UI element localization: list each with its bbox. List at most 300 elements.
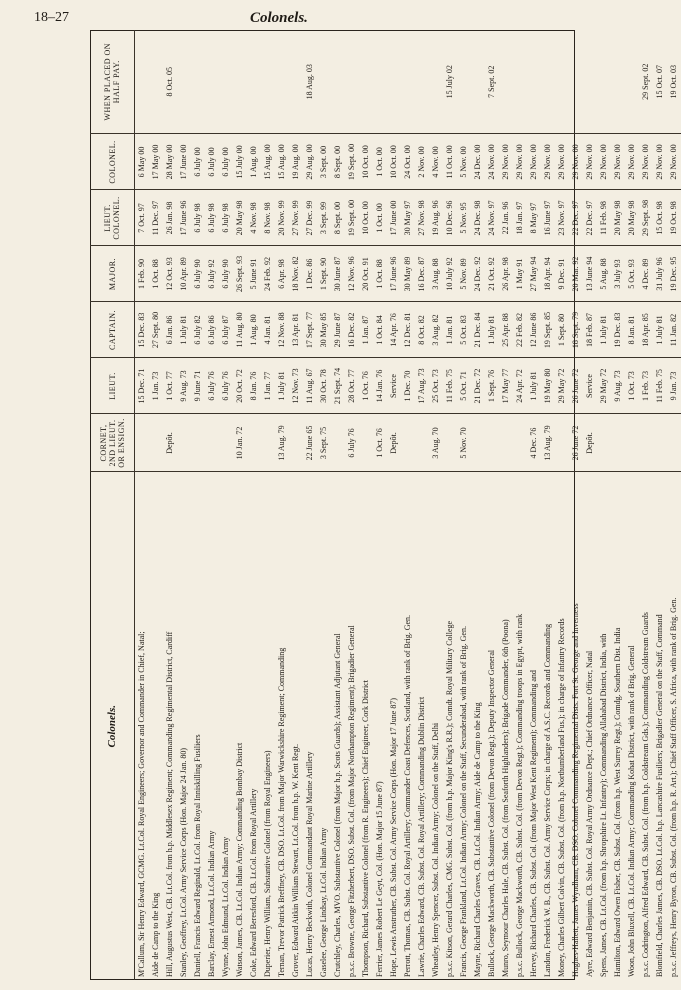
cell-lieut: 1 Feb. 73 bbox=[639, 358, 653, 414]
cell-colonel: 6 July 00 bbox=[219, 134, 233, 190]
cell-captain: 12 June 86 bbox=[527, 302, 541, 358]
cell-lt-colonel: 19 Oct. 98 bbox=[667, 190, 681, 246]
cell-colonel: 24 Nov. 00 bbox=[485, 134, 499, 190]
cell-lt-colonel: 8 Sept. 00 bbox=[331, 190, 345, 246]
cell-name: Money, Charles Gilbert Colvin, CB. Subst. Col. (from h.p. Northumberland Fus.); in charge of Infantry Records bbox=[555, 472, 569, 980]
cell-lt-colonel: 20 May 98 bbox=[625, 190, 639, 246]
cell-major: 19 Dec. 95 bbox=[667, 246, 681, 302]
table-row bbox=[527, 30, 541, 980]
table-row bbox=[247, 30, 261, 980]
cell-lieut: 6 July 76 bbox=[219, 358, 233, 414]
table-row bbox=[177, 30, 191, 980]
cell-colonel: 29 Nov. 00 bbox=[527, 134, 541, 190]
cell-colonel: 19 Aug. 00 bbox=[289, 134, 303, 190]
cell-half-pay bbox=[513, 30, 527, 134]
cell-cornet: Depôt. bbox=[387, 414, 401, 472]
cell-lt-colonel: 3 Sept. 99 bbox=[317, 190, 331, 246]
cell-half-pay: 19 Oct. 03 bbox=[669, 64, 678, 99]
cell-lieut: 1 Jan. 73 bbox=[149, 358, 163, 414]
cell-lt-colonel: 11 Dec. 97 bbox=[149, 190, 163, 246]
cell-captain: 13 Apr. 81 bbox=[289, 302, 303, 358]
cell-name: Woon, John Bluxell, CB. Lt.Col. Indian Army; Commanding Kohat District, with rank of Brig. General bbox=[625, 472, 639, 980]
cell-lt-colonel: 19 Aug. 96 bbox=[429, 190, 443, 246]
cell-half-pay bbox=[331, 30, 345, 134]
cell-name: Stanley, Geoffrey, Lt.Col. Army Service Corps (Hon. Major 24 Jan. 80) bbox=[177, 472, 191, 980]
cell-captain: 30 May 85 bbox=[317, 302, 331, 358]
cell-cornet: 13 Aug. 79 bbox=[541, 414, 555, 472]
table-row bbox=[667, 30, 681, 980]
cell-lt-colonel: 30 May 97 bbox=[401, 190, 415, 246]
cell-colonel: 17 June 00 bbox=[177, 134, 191, 190]
cell-cornet: 10 Jan. 72 bbox=[233, 414, 247, 472]
cell-captain: 19 Dec. 83 bbox=[611, 302, 625, 358]
cell-cornet bbox=[443, 414, 457, 472]
cell-cornet bbox=[611, 414, 625, 472]
cell-half-pay bbox=[359, 30, 373, 134]
cell-half-pay bbox=[191, 30, 205, 134]
cell-major: 12 Oct. 93 bbox=[163, 246, 177, 302]
column-header-cornet: CORNET, 2ND LIEUT. OR ENSIGN. bbox=[90, 414, 135, 472]
cell-lt-colonel: 22 Dec. 97 bbox=[583, 190, 597, 246]
cell-lieut: Service bbox=[387, 358, 401, 414]
table-row bbox=[401, 30, 415, 980]
cell-captain: 21 Dec. 84 bbox=[471, 302, 485, 358]
cell-colonel: 1 Aug. 00 bbox=[247, 134, 261, 190]
cell-half-pay bbox=[247, 30, 261, 134]
cell-name: Spens, James, CB. Lt.Col. (from h.p. Shropshire Lt. Infantry); Commanding Allahabad District, India, with bbox=[597, 472, 611, 980]
cell-cornet bbox=[485, 414, 499, 472]
cell-colonel: 17 May 00 bbox=[149, 134, 163, 190]
cell-cornet bbox=[205, 414, 219, 472]
table-row bbox=[163, 30, 177, 980]
cell-cornet bbox=[135, 414, 150, 472]
table-row bbox=[317, 30, 331, 980]
cell-lt-colonel: 19 Sept. 00 bbox=[345, 190, 359, 246]
cell-major: 6 Apr. 98 bbox=[275, 246, 289, 302]
table-row bbox=[499, 30, 513, 980]
cell-lt-colonel: 27 Dec. 99 bbox=[303, 190, 317, 246]
cell-lt-colonel: 24 Nov. 97 bbox=[485, 190, 499, 246]
cell-name: Duperier, Henry William, Substantive Colonel (from Royal Engineers) bbox=[261, 472, 275, 980]
cell-half-pay bbox=[233, 30, 247, 134]
cell-colonel: 29 Nov. 00 bbox=[583, 134, 597, 190]
cell-lt-colonel: 18 Jan. 97 bbox=[513, 190, 527, 246]
cell-name: p.s.c. Browne, George Fitzherbert, DSO. Subst. Col. (from Major Northampton Regiment); Brigadier General bbox=[345, 472, 359, 980]
table-row bbox=[331, 30, 345, 980]
cell-cornet bbox=[555, 414, 569, 472]
cell-lieut: 1 Dec. 70 bbox=[401, 358, 415, 414]
cell-name: M'Callum, Sir Henry Edward, GCMG. Lt.Col. Royal Engineers; Governor and Commander in Chief, Natal; bbox=[135, 472, 150, 980]
cell-lieut: 6 July 76 bbox=[205, 358, 219, 414]
cell-lieut: 9 Aug. 73 bbox=[177, 358, 191, 414]
cell-lieut: 1 Oct. 77 bbox=[163, 358, 177, 414]
cell-colonel: 29 Aug. 00 bbox=[303, 134, 317, 190]
cell-name: Hughes-Hallett, James Wyndham, CB. DSO. Colonel Commanding Regimental Dists. Fort St. George and Inverness bbox=[569, 472, 583, 980]
cell-colonel: 29 Nov. 00 bbox=[541, 134, 555, 190]
column-header-lieut: LIEUT. bbox=[90, 358, 135, 414]
cell-name: Bullock, George Mackworth, CB. Substantive Colonel (from Devon Regt.); Deputy Inspector General bbox=[485, 472, 499, 980]
cell-lieut: 29 May 72 bbox=[555, 358, 569, 414]
cell-captain: 15 Dec. 83 bbox=[135, 302, 150, 358]
cell-major: 27 May 94 bbox=[527, 246, 541, 302]
cell-half-pay bbox=[317, 30, 331, 134]
cell-half-pay bbox=[219, 30, 233, 134]
cell-lt-colonel: 10 Dec. 96 bbox=[443, 190, 457, 246]
cell-major: 26 Apr. 98 bbox=[499, 246, 513, 302]
cell-cornet bbox=[639, 414, 653, 472]
cell-major: 18 Nov. 82 bbox=[289, 246, 303, 302]
cell-major: 6 July 90 bbox=[219, 246, 233, 302]
cell-captain: 6 Jan. 86 bbox=[163, 302, 177, 358]
cell-colonel: 29 Nov. 00 bbox=[513, 134, 527, 190]
cell-cornet bbox=[177, 414, 191, 472]
cell-name: Ayre, Edward Benjamin, CB. Subst. Col. Royal Army Ordnance Dept.; Chief Ordnance Officer, Natal bbox=[583, 472, 597, 980]
cell-half-pay bbox=[597, 30, 611, 134]
cell-half-pay bbox=[135, 30, 150, 134]
cell-cornet bbox=[401, 414, 415, 472]
cell-name: Aide de Camp to the King bbox=[149, 472, 163, 980]
table-row bbox=[261, 30, 275, 980]
cell-major: 5 June 91 bbox=[247, 246, 261, 302]
cell-major: 3 Aug. 88 bbox=[429, 246, 443, 302]
cell-half-pay bbox=[289, 30, 303, 134]
column-header-name: Colonels. bbox=[90, 472, 135, 980]
cell-lieut: 26 June 72 bbox=[569, 358, 583, 414]
cell-lieut: 24 Apr. 72 bbox=[513, 358, 527, 414]
cell-cornet: 26 June 72 bbox=[569, 414, 583, 472]
table-body bbox=[135, 30, 681, 980]
cell-half-pay bbox=[387, 30, 401, 134]
cell-colonel: 11 Oct. 00 bbox=[443, 134, 457, 190]
cell-lieut: 1 Oct. 76 bbox=[359, 358, 373, 414]
cell-colonel: 29 Nov. 00 bbox=[499, 134, 513, 190]
cell-major: 1 Dec. 86 bbox=[303, 246, 317, 302]
cell-half-pay: 18 Aug. 03 bbox=[305, 64, 314, 100]
cell-cornet bbox=[247, 414, 261, 472]
cell-cornet: 4 Dec. 76 bbox=[527, 414, 541, 472]
cell-name: p.s.c. Jeffreys, Henry Byron, CB. Subst. Col. (from h.p. R. Art.); Chief Staff Officer, S. Africa, with rank of Brig. Gen. bbox=[667, 472, 681, 980]
cell-half-pay bbox=[261, 30, 275, 134]
cell-lieut: 9 June 71 bbox=[191, 358, 205, 414]
cell-lieut: 17 May 77 bbox=[499, 358, 513, 414]
cell-major: 6 July 90 bbox=[191, 246, 205, 302]
cell-cornet bbox=[415, 414, 429, 472]
cell-major: 5 Nov. 89 bbox=[457, 246, 471, 302]
cell-name: Daniell, Francis Edward Reginald, Lt.Col. from Royal Inniskilling Fusiliers bbox=[191, 472, 205, 980]
cell-lt-colonel: 17 June 00 bbox=[387, 190, 401, 246]
rotated-table-container bbox=[90, 30, 678, 980]
cell-name: Hervey, Richard Charles, CB. Subst. Col. (from Major West Kent Regiment); Commanding and bbox=[527, 472, 541, 980]
cell-half-pay: 29 Sept. 02 bbox=[641, 63, 650, 100]
cell-colonel: 6 July 00 bbox=[205, 134, 219, 190]
cell-lieut: 5 Oct. 71 bbox=[457, 358, 471, 414]
cell-major: 12 Nov. 96 bbox=[345, 246, 359, 302]
cell-name: Grover, Edward Aitkin William Stewart, Lt.Col. from h.p. W. Kent Regt. bbox=[289, 472, 303, 980]
cell-lt-colonel: 17 June 96 bbox=[177, 190, 191, 246]
cell-lieut: 8 Jan. 76 bbox=[247, 358, 261, 414]
cell-captain: 14 Apr. 76 bbox=[387, 302, 401, 358]
cell-colonel: 29 Nov. 00 bbox=[639, 134, 653, 190]
cell-cornet: 3 Aug. 70 bbox=[429, 414, 443, 472]
cell-name: Hamilton, Edward Owen Fisher, CB. Subst. Col. (from h.p. West Surrey Regt.); Comdg. Southern Dist. India bbox=[611, 472, 625, 980]
cell-cornet: 22 June 65 bbox=[303, 414, 317, 472]
cell-lieut: 1 Oct. 73 bbox=[625, 358, 639, 414]
cell-major: 3 July 93 bbox=[611, 246, 625, 302]
cell-captain: 18 Feb. 87 bbox=[583, 302, 597, 358]
cell-colonel: 29 Nov. 00 bbox=[625, 134, 639, 190]
cell-cornet bbox=[331, 414, 345, 472]
cell-colonel: 28 May 00 bbox=[163, 134, 177, 190]
table-row bbox=[345, 30, 359, 980]
table-row bbox=[457, 30, 471, 980]
cell-captain: 8 Oct. 82 bbox=[415, 302, 429, 358]
cell-lt-colonel: 20 May 98 bbox=[611, 190, 625, 246]
cell-colonel: 29 Nov. 00 bbox=[597, 134, 611, 190]
cell-colonel: 29 Nov. 00 bbox=[555, 134, 569, 190]
cell-major: 6 July 92 bbox=[205, 246, 219, 302]
cell-half-pay bbox=[457, 30, 471, 134]
cell-half-pay: 15 July 02 bbox=[445, 65, 454, 99]
cell-major: 5 Aug. 88 bbox=[597, 246, 611, 302]
cell-half-pay bbox=[429, 30, 443, 134]
cell-cornet bbox=[471, 414, 485, 472]
cell-cornet: Depôt. bbox=[163, 414, 177, 472]
table-row bbox=[303, 30, 317, 980]
cell-name: Thompson, Richard, Substantive Colonel (from R. Engineers); Chief Engineer, Cork District bbox=[359, 472, 373, 980]
cell-major: 10 July 92 bbox=[443, 246, 457, 302]
table-row bbox=[443, 30, 457, 980]
cell-cornet bbox=[191, 414, 205, 472]
cell-half-pay bbox=[527, 30, 541, 134]
cell-lt-colonel: 22 Dec. 97 bbox=[569, 190, 583, 246]
cell-lieut: 12 Nov. 73 bbox=[289, 358, 303, 414]
cell-captain: 17 Sept. 77 bbox=[303, 302, 317, 358]
table-row bbox=[541, 30, 555, 980]
table-row bbox=[429, 30, 443, 980]
cell-colonel: 10 Oct. 00 bbox=[387, 134, 401, 190]
table-row bbox=[359, 30, 373, 980]
cell-half-pay bbox=[555, 30, 569, 134]
cell-colonel: 6 July 00 bbox=[191, 134, 205, 190]
table-row bbox=[415, 30, 429, 980]
cell-cornet bbox=[261, 414, 275, 472]
cell-half-pay bbox=[611, 30, 625, 134]
cell-lt-colonel: 5 Nov. 95 bbox=[457, 190, 471, 246]
cell-colonel: 6 May 00 bbox=[135, 134, 150, 190]
cell-lt-colonel: 6 July 98 bbox=[219, 190, 233, 246]
cell-cornet: 3 Sept. 75 bbox=[317, 414, 331, 472]
cell-major: 30 June 87 bbox=[331, 246, 345, 302]
table-header-row bbox=[90, 30, 135, 980]
cell-major: 1 Oct. 88 bbox=[149, 246, 163, 302]
cell-colonel: 19 Sept. 00 bbox=[345, 134, 359, 190]
cell-name: Ternan, Trevor Patrick Breffney, CB. DSO. Lt.Col. from Major Warwickshire Regiment; Commanding bbox=[275, 472, 289, 980]
cell-half-pay bbox=[499, 30, 513, 134]
cell-name: Landon, Frederick W. B., CB. Subst. Col. Army Service Corps; in charge of A.S.C. Records and Commanding bbox=[541, 472, 555, 980]
cell-captain: 6 July 82 bbox=[191, 302, 205, 358]
table-row bbox=[191, 30, 205, 980]
cell-name: Perrott, Thomas, CB. Subst. Col. Royal Artillery; Commander Coast Defences, Scotland, with rank of Brig. Gen. bbox=[401, 472, 415, 980]
cell-cornet bbox=[625, 414, 639, 472]
table-row bbox=[597, 30, 611, 980]
cell-colonel: 24 Dec. 00 bbox=[471, 134, 485, 190]
cell-major: 24 Dec. 92 bbox=[471, 246, 485, 302]
page-number: 18–27 bbox=[34, 10, 69, 25]
cell-cornet bbox=[667, 414, 681, 472]
cell-cornet bbox=[513, 414, 527, 472]
cell-colonel: 29 Nov. 00 bbox=[611, 134, 625, 190]
cell-major: 16 Dec. 87 bbox=[415, 246, 429, 302]
cell-lieut: 1 Sept. 76 bbox=[485, 358, 499, 414]
cell-lieut: 20 Oct. 72 bbox=[233, 358, 247, 414]
cell-captain: 1 July 81 bbox=[485, 302, 499, 358]
cell-lieut: 30 Oct. 78 bbox=[317, 358, 331, 414]
cell-cornet bbox=[653, 414, 667, 472]
cell-major: 17 June 96 bbox=[387, 246, 401, 302]
cell-colonel: 15 Aug. 00 bbox=[275, 134, 289, 190]
cell-half-pay bbox=[541, 30, 555, 134]
cell-name: Ferrier, James Robert Le Geyt, Col. (Hon. Major 15 June 87) bbox=[373, 472, 387, 980]
cell-major: 24 Feb. 92 bbox=[261, 246, 275, 302]
cell-major: 5 Oct. 93 bbox=[625, 246, 639, 302]
cell-half-pay bbox=[275, 30, 289, 134]
table-row bbox=[387, 30, 401, 980]
cell-captain: 6 July 87 bbox=[219, 302, 233, 358]
cell-major: 13 June 94 bbox=[583, 246, 597, 302]
table-row bbox=[275, 30, 289, 980]
cell-colonel: 29 Nov. 00 bbox=[667, 134, 681, 190]
cell-half-pay bbox=[625, 30, 639, 134]
table-row bbox=[471, 30, 485, 980]
cell-captain: 18 Apr. 85 bbox=[639, 302, 653, 358]
cell-name: Mayne, Richard Charles Graves, CB. Lt.Col. Indian Army; Aide de Camp to the King bbox=[471, 472, 485, 980]
cell-half-pay: 7 Sept. 02 bbox=[487, 65, 496, 98]
cell-lt-colonel: 27 Nov. 98 bbox=[415, 190, 429, 246]
cell-colonel: 4 Nov. 00 bbox=[429, 134, 443, 190]
cell-lieut: 1 Jan. 77 bbox=[261, 358, 275, 414]
cell-lieut: 21 Dec. 72 bbox=[471, 358, 485, 414]
cell-lt-colonel: 8 May 97 bbox=[527, 190, 541, 246]
cell-half-pay bbox=[415, 30, 429, 134]
column-header-lt-colonel: LIEUT. COLONEL. bbox=[90, 190, 135, 246]
cell-lieut: 11 Feb. 75 bbox=[443, 358, 457, 414]
table-row bbox=[233, 30, 247, 980]
cell-colonel: 29 Nov. 00 bbox=[569, 134, 583, 190]
cell-lt-colonel: 7 Oct. 97 bbox=[135, 190, 150, 246]
cell-lieut: 29 May 72 bbox=[597, 358, 611, 414]
cell-lieut: 19 May 80 bbox=[541, 358, 555, 414]
cell-half-pay bbox=[205, 30, 219, 134]
cell-lt-colonel: 29 Sept. 98 bbox=[639, 190, 653, 246]
cell-cornet bbox=[149, 414, 163, 472]
cell-lt-colonel: 10 Oct. 00 bbox=[359, 190, 373, 246]
cell-lt-colonel: 27 Nov. 99 bbox=[289, 190, 303, 246]
cell-captain: 22 Feb. 82 bbox=[513, 302, 527, 358]
cell-colonel: 8 Sept. 00 bbox=[331, 134, 345, 190]
cell-name: Wynne, John Edmund, Lt.Col. Indian Army bbox=[219, 472, 233, 980]
cell-colonel: 2 Nov. 00 bbox=[415, 134, 429, 190]
cell-lt-colonel: 23 Nov. 97 bbox=[555, 190, 569, 246]
colonels-table bbox=[90, 30, 681, 980]
cell-name: Gaselee, George Lindsay, Lt.Col. Indian Army bbox=[317, 472, 331, 980]
cell-captain: 1 July 81 bbox=[597, 302, 611, 358]
cell-captain: 3 Aug. 82 bbox=[429, 302, 443, 358]
cell-cornet: 6 July 76 bbox=[345, 414, 359, 472]
cell-captain: 11 Aug. 80 bbox=[233, 302, 247, 358]
cell-lieut: 14 Jan. 76 bbox=[373, 358, 387, 414]
cell-lieut: 9 Aug. 73 bbox=[611, 358, 625, 414]
cell-half-pay bbox=[471, 30, 485, 134]
cell-cornet: 13 Aug. 79 bbox=[275, 414, 289, 472]
cell-cornet bbox=[359, 414, 373, 472]
cell-lieut: 11 Aug. 67 bbox=[303, 358, 317, 414]
cell-cornet bbox=[597, 414, 611, 472]
cell-lieut: 21 Sept. 74 bbox=[331, 358, 345, 414]
cell-captain: 1 July 81 bbox=[177, 302, 191, 358]
cell-cornet bbox=[219, 414, 233, 472]
cell-major: 21 Oct. 92 bbox=[485, 246, 499, 302]
cell-half-pay bbox=[149, 30, 163, 134]
cell-captain: 4 Jan. 81 bbox=[261, 302, 275, 358]
cell-name: Crutchley, Charles, MVO. Substantive Colonel (from Major h.p. Scots Guards); Assistant Adjutant General bbox=[331, 472, 345, 980]
cell-lt-colonel: 24 Dec. 98 bbox=[471, 190, 485, 246]
cell-captain: 1 Aug. 80 bbox=[247, 302, 261, 358]
column-header-major: MAJOR. bbox=[90, 246, 135, 302]
cell-captain: 11 Jan. 82 bbox=[667, 302, 681, 358]
cell-major: 30 May 89 bbox=[401, 246, 415, 302]
cell-captain: 1 Oct. 84 bbox=[373, 302, 387, 358]
cell-name: Hill, Augustus West, CB. Lt.Col. from h.p. Middlesex Regiment; Commanding Regimental District, Cardiff bbox=[163, 472, 177, 980]
cell-captain: 25 Apr. 88 bbox=[499, 302, 513, 358]
running-head: Colonels. bbox=[250, 10, 308, 26]
cell-colonel: 29 Nov. 00 bbox=[653, 134, 667, 190]
cell-lieut: 25 Oct. 73 bbox=[429, 358, 443, 414]
cell-lt-colonel: 22 Jan. 96 bbox=[499, 190, 513, 246]
cell-major: 26 Sept. 93 bbox=[233, 246, 247, 302]
table-row bbox=[639, 30, 653, 980]
cell-half-pay bbox=[373, 30, 387, 134]
column-header-colonel: COLONEL. bbox=[90, 134, 135, 190]
cell-captain: 18 Sept. 79 bbox=[569, 302, 583, 358]
cell-captain: 1 Jan. 87 bbox=[359, 302, 373, 358]
cell-cornet: 5 Nov. 70 bbox=[457, 414, 471, 472]
cell-half-pay: 15 Oct. 07 bbox=[655, 64, 664, 99]
cell-captain: 16 Dec. 82 bbox=[345, 302, 359, 358]
cell-major: 20 Oct. 91 bbox=[359, 246, 373, 302]
cell-major: 9 Dec. 91 bbox=[555, 246, 569, 302]
cell-cornet bbox=[289, 414, 303, 472]
cell-lt-colonel: 26 Jan. 98 bbox=[163, 190, 177, 246]
table-row bbox=[219, 30, 233, 980]
cell-name: Munro, Seymour Charles Hale, CB. Subst. Col. (from Seaforth Highlanders); Brigade Commander, 6th (Poona) bbox=[499, 472, 513, 980]
cell-name: Blomfield, Charles James, CB. DSO. Lt.Col. h.p. Lancashire Fusiliers; Brigadier General on the Staff, Command bbox=[653, 472, 667, 980]
cell-name: Coke, Edward Beresford, CB. Lt.Col. from Royal Artillery bbox=[247, 472, 261, 980]
cell-colonel: 5 Nov. 00 bbox=[457, 134, 471, 190]
cell-captain: 1 Sept. 80 bbox=[555, 302, 569, 358]
cell-captain: 12 Dec. 81 bbox=[401, 302, 415, 358]
cell-captain: 29 June 87 bbox=[331, 302, 345, 358]
cell-lt-colonel: 15 Oct. 98 bbox=[653, 190, 667, 246]
cell-half-pay bbox=[569, 30, 583, 134]
table-row bbox=[289, 30, 303, 980]
cell-lt-colonel: 1 Oct. 00 bbox=[373, 190, 387, 246]
cell-lieut: 28 Oct. 77 bbox=[345, 358, 359, 414]
cell-captain: 1 July 81 bbox=[653, 302, 667, 358]
cell-cornet: Depôt. bbox=[583, 414, 597, 472]
cell-captain: 27 Sept. 80 bbox=[149, 302, 163, 358]
column-header-captain: CAPTAIN. bbox=[90, 302, 135, 358]
cell-major: 31 July 96 bbox=[653, 246, 667, 302]
